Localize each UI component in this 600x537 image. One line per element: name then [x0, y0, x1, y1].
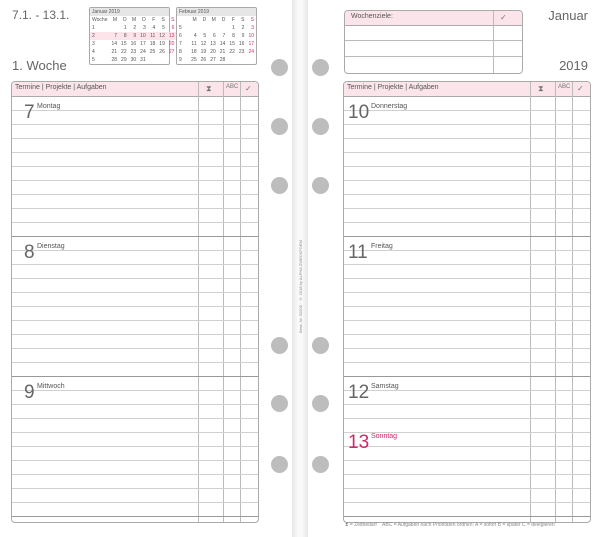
ruled-line	[12, 502, 258, 503]
mini-calendar-cell	[208, 24, 218, 32]
mini-calendar-cell: 10	[248, 33, 254, 39]
mini-calendar-cell: 14	[111, 41, 118, 47]
mini-calendar-cell: 8	[119, 32, 129, 40]
mini-calendar-cell: 24	[248, 49, 254, 55]
mini-calendar-cell	[177, 16, 189, 24]
check-icon: ✓	[577, 84, 584, 93]
mini-calendar-cell: 9	[241, 33, 245, 39]
day-number: 7	[24, 102, 35, 123]
mini-calendar-cell: 4	[92, 49, 95, 55]
ruled-line	[344, 292, 590, 293]
mini-calendar-cell: D	[142, 17, 146, 23]
ruled-line	[344, 404, 590, 405]
binder-hole	[271, 456, 288, 473]
mini-calendar-cell: 4	[152, 25, 156, 31]
ruled-line	[344, 460, 590, 461]
grid-header	[344, 82, 590, 97]
ruled-line	[344, 208, 590, 209]
day-number: 12	[348, 382, 370, 403]
day-name: Samstag	[371, 383, 399, 390]
day-divider	[12, 516, 258, 517]
mini-calendar-cell: Woche	[92, 17, 108, 23]
ruled-line	[12, 460, 258, 461]
mini-calendar-cell: 7	[179, 41, 182, 47]
mini-calendar-cell: 18	[191, 49, 197, 55]
mini-calendar-cell: F	[152, 17, 156, 23]
mini-calendar-cell: 5	[162, 25, 165, 31]
mini-calendar-cell: 26	[200, 57, 207, 63]
day-name: Donnerstag	[371, 103, 408, 110]
column-divider	[530, 82, 531, 522]
mini-calendar-cell: 31	[140, 57, 146, 63]
ruled-line	[12, 152, 258, 153]
column-divider	[240, 82, 241, 522]
ruled-line	[344, 138, 590, 139]
ruled-line	[12, 250, 258, 251]
mini-calendar-cell: 21	[219, 49, 226, 55]
mini-calendar-cell: S	[161, 17, 165, 23]
mini-calendar-cell: 6	[212, 33, 216, 39]
grid-header-label: Termine | Projekte | Aufgaben	[15, 84, 107, 91]
column-divider	[555, 82, 556, 522]
mini-calendar-cell: 30	[130, 57, 137, 63]
mini-calendar-cell	[227, 56, 237, 64]
mini-calendar-cell: 15	[121, 41, 127, 47]
mini-calendar-row	[90, 32, 176, 40]
mini-calendar-cell: 1	[232, 25, 235, 31]
mini-calendar-cell: 3	[251, 25, 254, 31]
ruled-line	[12, 138, 258, 139]
day-number: 9	[24, 382, 35, 403]
ruled-line	[344, 222, 590, 223]
mini-calendar-cell: M	[112, 17, 118, 23]
mini-calendar-january	[89, 7, 175, 65]
mini-calendar-cell: 7	[109, 32, 119, 40]
ruled-line	[12, 110, 258, 111]
day-divider	[344, 376, 590, 377]
ruled-line	[344, 488, 590, 489]
mini-calendar-cell: 8	[232, 33, 235, 39]
hourglass-icon: ⧗	[206, 84, 212, 93]
day-name: Freitag	[371, 243, 393, 250]
left-page	[0, 0, 292, 537]
planner-grid-left	[11, 81, 259, 523]
mini-calendar-cell: 8	[179, 49, 182, 55]
column-divider	[493, 11, 494, 73]
ruled-line	[12, 432, 258, 433]
day-name-sunday: Sonntag	[371, 433, 398, 440]
mini-calendar-cell: S	[241, 17, 245, 23]
day-divider	[12, 236, 258, 237]
mini-calendar-cell: M	[132, 17, 137, 23]
mini-calendar-cell: 19	[159, 41, 165, 47]
mini-calendar-cell	[167, 56, 177, 64]
binder-hole	[271, 395, 288, 412]
grid-header-label: Termine | Projekte | Aufgaben	[347, 84, 439, 91]
day-divider	[12, 376, 258, 377]
ruled-line	[344, 194, 590, 195]
ruled-line	[12, 194, 258, 195]
mini-calendar-table	[90, 16, 176, 64]
ruled-line	[12, 124, 258, 125]
mini-calendar-cell: 17	[140, 41, 146, 47]
ruled-line	[344, 502, 590, 503]
ruled-line	[12, 418, 258, 419]
legend	[345, 522, 555, 528]
ruled-line	[344, 278, 590, 279]
ruled-line	[12, 446, 258, 447]
ruled-line	[344, 390, 590, 391]
day-name: Dienstag	[37, 243, 65, 250]
mini-calendar-cell: 11	[191, 41, 197, 47]
hourglass-icon: ⧗	[345, 522, 349, 528]
goal-line	[345, 40, 522, 41]
mini-calendar-cell	[199, 24, 209, 32]
mini-calendar-cell	[237, 56, 247, 64]
mini-calendar-cell: 12	[200, 41, 207, 47]
mini-calendar-cell: 28	[111, 57, 118, 63]
mini-calendar-cell: 1	[92, 25, 95, 31]
mini-calendar-cell: M	[192, 17, 197, 23]
mini-calendar-cell: 5	[179, 25, 182, 31]
legend-time: = Zeitbedarf	[349, 522, 377, 528]
planner-grid-right	[343, 81, 591, 523]
mini-calendar-cell: 6	[179, 33, 182, 39]
goals-header	[345, 11, 522, 26]
mini-calendar-cell: 23	[238, 49, 245, 55]
ruled-line	[12, 166, 258, 167]
ruled-line	[344, 110, 590, 111]
mini-calendar-cell	[246, 56, 256, 64]
mini-calendar-cell: 15	[229, 41, 235, 47]
year-title: 2019	[559, 58, 588, 73]
mini-calendar-february	[176, 7, 257, 65]
grid-header	[12, 82, 258, 97]
mini-calendar-cell: 5	[92, 57, 95, 63]
ruled-line	[12, 334, 258, 335]
ruled-line	[12, 278, 258, 279]
day-number: 10	[348, 102, 370, 123]
mini-calendar-cell: 29	[121, 57, 127, 63]
mini-calendar-row	[90, 56, 176, 64]
ruled-line	[12, 292, 258, 293]
ruled-line	[344, 152, 590, 153]
mini-calendar-cell	[148, 56, 158, 64]
mini-calendar-cell: D	[122, 17, 127, 23]
mini-calendar-cell	[189, 24, 199, 32]
mini-calendar-table	[177, 16, 256, 64]
mini-calendar-cell: 3	[142, 25, 146, 31]
column-divider	[223, 82, 224, 522]
ruled-line	[12, 348, 258, 349]
ruled-line	[12, 362, 258, 363]
hourglass-icon: ⧗	[538, 84, 544, 93]
ruled-line	[344, 264, 590, 265]
abc-priority-icon: ABC	[558, 84, 571, 90]
mini-calendar-cell: S	[171, 17, 175, 23]
mini-calendar-cell: 19	[200, 49, 207, 55]
binder-hole	[271, 59, 288, 76]
mini-calendar-cell: 18	[149, 41, 156, 47]
mini-calendar-row	[177, 48, 256, 56]
mini-calendar-cell	[157, 56, 167, 64]
abc-priority-icon: ABC	[226, 84, 239, 90]
mini-calendar-row	[177, 32, 256, 40]
ruled-line	[12, 208, 258, 209]
mini-calendar-cell: 21	[111, 49, 118, 55]
mini-calendar-cell: 28	[219, 57, 226, 63]
mini-calendar-cell: 25	[191, 57, 197, 63]
ruled-line	[12, 404, 258, 405]
mini-calendar-cell: F	[231, 17, 235, 23]
weekly-goals-box	[344, 10, 523, 74]
mini-calendar-cell: 27	[210, 57, 216, 63]
ruled-line	[12, 264, 258, 265]
ruled-line	[344, 474, 590, 475]
mini-calendar-cell: S	[250, 17, 254, 23]
binder-hole	[271, 118, 288, 135]
ruled-line	[12, 390, 258, 391]
ruled-line	[344, 320, 590, 321]
mini-calendar-title: Januar 2019	[90, 8, 169, 16]
ruled-line	[12, 474, 258, 475]
mini-calendar-cell: 25	[149, 49, 156, 55]
mini-calendar-cell: 22	[229, 49, 235, 55]
day-number-sunday: 13	[348, 432, 370, 453]
check-icon: ✓	[245, 84, 252, 93]
day-name: Mittwoch	[37, 383, 65, 390]
mini-calendar-cell: 17	[248, 41, 254, 47]
ruled-line	[12, 222, 258, 223]
mini-calendar-cell: 13	[210, 41, 216, 47]
mini-calendar-cell: 14	[219, 41, 226, 47]
month-title: Januar	[548, 8, 588, 23]
ruled-line	[12, 320, 258, 321]
mini-calendar-cell: M	[211, 17, 216, 23]
abc-priority-icon: ABC	[382, 522, 393, 528]
mini-calendar-cell: 23	[130, 49, 137, 55]
mini-calendar-row	[177, 56, 256, 64]
mini-calendar-row	[177, 24, 256, 32]
mini-calendar-cell: 27	[168, 49, 175, 55]
ruled-line	[344, 180, 590, 181]
mini-calendar-cell: 12	[159, 33, 165, 39]
mini-calendar-cell: 16	[238, 41, 245, 47]
mini-calendar-cell: 4	[193, 33, 197, 39]
binder-hole	[271, 337, 288, 354]
mini-calendar-title: Februar 2019	[177, 8, 256, 16]
mini-calendar-cell: D	[202, 17, 207, 23]
ruled-line	[344, 348, 590, 349]
mini-calendar-row	[177, 16, 256, 24]
mini-calendar-cell: 20	[168, 41, 175, 47]
binder-hole	[271, 177, 288, 194]
mini-calendar-cell: 24	[140, 49, 146, 55]
mini-calendar-row	[90, 48, 176, 56]
mini-calendar-cell: 10	[140, 33, 146, 39]
ruled-line	[344, 306, 590, 307]
mini-calendar-cell: 22	[121, 49, 127, 55]
print-info: Best.-Nr. 50209 · © 2018 by ALPHA ZWECKFORM	[298, 240, 303, 333]
ruled-line	[344, 124, 590, 125]
mini-calendar-row	[90, 24, 176, 32]
mini-calendar-cell	[109, 24, 119, 32]
mini-calendar-cell: 9	[179, 57, 182, 63]
ruled-line	[12, 306, 258, 307]
mini-calendar-cell: 2	[90, 32, 109, 40]
mini-calendar-cell: 9	[129, 32, 139, 40]
ruled-line	[344, 362, 590, 363]
mini-calendar-cell: 2	[133, 25, 137, 31]
check-icon: ✓	[500, 13, 507, 22]
week-date-range: 7.1. - 13.1.	[12, 8, 70, 22]
day-number: 8	[24, 242, 35, 263]
mini-calendar-cell: 11	[148, 32, 158, 40]
mini-calendar-row	[90, 16, 176, 24]
goals-label: Wochenziele:	[351, 13, 393, 20]
mini-calendar-cell: 26	[159, 49, 165, 55]
mini-calendar-cell: 6	[171, 25, 175, 31]
mini-calendar-cell: 3	[92, 41, 95, 47]
ruled-line	[344, 250, 590, 251]
mini-calendar-cell	[218, 24, 228, 32]
mini-calendar-cell: 13	[168, 33, 175, 39]
mini-calendar-row	[177, 40, 256, 48]
mini-calendar-cell: D	[221, 17, 226, 23]
legend-abc: = Aufgaben nach Prioritäten ordnen: A = sofort B = später C = delegieren	[393, 522, 555, 528]
mini-calendar-cell: 5	[203, 33, 207, 39]
mini-calendar-cell: 16	[130, 41, 137, 47]
day-name: Montag	[37, 103, 61, 110]
week-number: 1. Woche	[12, 58, 67, 73]
mini-calendar-cell: 2	[241, 25, 245, 31]
ruled-line	[344, 446, 590, 447]
day-number: 11	[348, 242, 368, 263]
mini-calendar-row	[90, 40, 176, 48]
ruled-line	[344, 334, 590, 335]
goal-line	[345, 56, 522, 57]
mini-calendar-cell: 1	[123, 25, 127, 31]
ruled-line	[344, 166, 590, 167]
column-divider	[198, 82, 199, 522]
ruled-line	[12, 488, 258, 489]
day-divider	[344, 236, 590, 237]
ruled-line	[12, 180, 258, 181]
mini-calendar-cell: 20	[210, 49, 216, 55]
ruled-line	[344, 418, 590, 419]
mini-calendar-cell: 7	[222, 33, 226, 39]
day-divider	[344, 516, 590, 517]
column-divider	[572, 82, 573, 522]
